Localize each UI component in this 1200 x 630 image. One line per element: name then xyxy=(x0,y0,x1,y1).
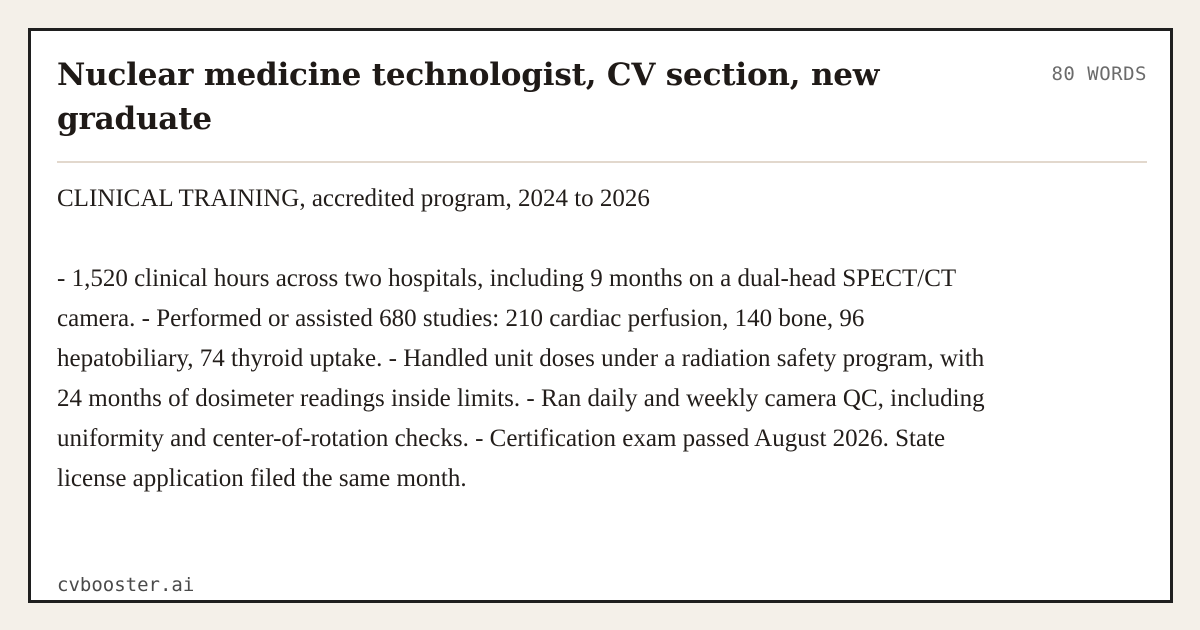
header-divider xyxy=(57,161,1147,163)
card-title: Nuclear medicine technologist, CV section, new graduate xyxy=(57,57,880,137)
word-count-badge: 80 WORDS xyxy=(1051,63,1147,85)
paragraph-gap xyxy=(57,219,1007,259)
cv-card xyxy=(28,28,1173,603)
footer-brand: cvbooster.ai xyxy=(57,574,195,596)
card-header xyxy=(57,53,1147,141)
section-heading: CLINICAL TRAINING, accredited program, 2024 to 2026 xyxy=(57,185,650,212)
card-body xyxy=(57,179,1007,499)
section-body: - 1,520 clinical hours across two hospitals, including 9 months on a dual-head SPECT/CT camera. - Performed or assisted 680 studies: 210 cardiac perfusion, 140 bone, 96 hepatobiliary, 74 thyroid uptake. - Handled unit doses under a radiation safety program, with 24 months of dosimeter readings inside limits. - Ran daily and weekly camera QC, including uniformity and center-of-rotation checks. - Certification exam passed August 2026. State license application filed the same month. xyxy=(57,265,985,492)
